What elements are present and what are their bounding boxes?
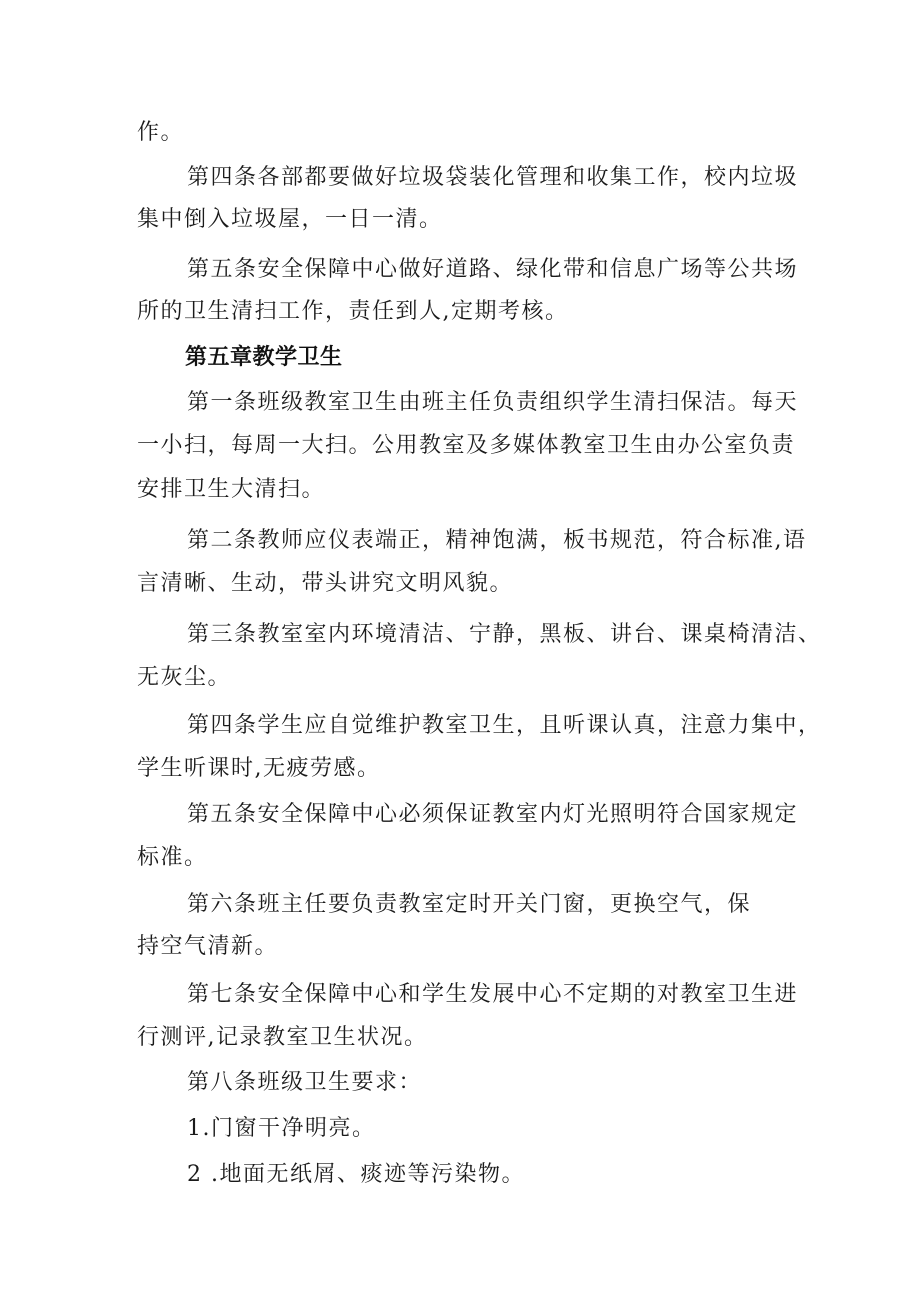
text-line: 第四条学生应自觉维护教室卫生，且听课认真，注意力集中， xyxy=(187,713,822,738)
text-line: 第七条安全保障中心和学生发展中心不定期的对教室卫生进 xyxy=(187,982,799,1007)
text-line: 作。 xyxy=(137,120,185,145)
text-line: 学生听课时,无疲劳感。 xyxy=(137,756,381,781)
text-line: 第一条班级教室卫生由班主任负责组织学生清扫保洁。每天 xyxy=(187,390,799,415)
list-item: 1.门窗干净明亮。 xyxy=(187,1116,376,1141)
list-item: 2 .地面无纸屑、痰迹等污染物。 xyxy=(187,1162,525,1187)
text-line: 第六条班主任要负责教室定时开关门窗，更换空气，保 xyxy=(187,892,752,917)
text-line: 第八条班级卫生要求： xyxy=(187,1070,423,1095)
text-line: 标准。 xyxy=(137,845,208,870)
text-line: 持空气清新。 xyxy=(137,934,279,959)
chapter-heading: 第五章教学卫生 xyxy=(185,345,343,370)
text-line: 第五条安全保障中心做好道路、绿化带和信息广场等公共场 xyxy=(187,257,799,282)
text-line: 第四条各部都要做好垃圾袋装化管理和收集工作，校内垃圾 xyxy=(187,165,799,190)
text-line: 集中倒入垃圾屋，一日一清。 xyxy=(137,207,443,232)
text-line: 一小扫，每周一大扫。公用教室及多媒体教室卫生由办公室负责 xyxy=(137,433,796,458)
text-line: 所的卫生清扫工作，责任到人,定期考核。 xyxy=(137,299,569,324)
text-line: 行测评,记录教室卫生状况。 xyxy=(137,1025,428,1050)
text-line: 安排卫生大清扫。 xyxy=(137,477,326,502)
text-line: 第五条安全保障中心必须保证教室内灯光照明符合国家规定 xyxy=(187,802,799,827)
text-line: 言清晰、生动，带头讲究文明风貌。 xyxy=(137,571,514,596)
text-line: 第三条教室室内环境清洁、宁静，黑板、讲台、课桌椅清洁、 xyxy=(187,622,822,647)
text-line: 第二条教师应仪表端正，精神饱满，板书规范，符合标准,语 xyxy=(187,528,807,553)
text-line: 无灰尘。 xyxy=(137,665,232,690)
